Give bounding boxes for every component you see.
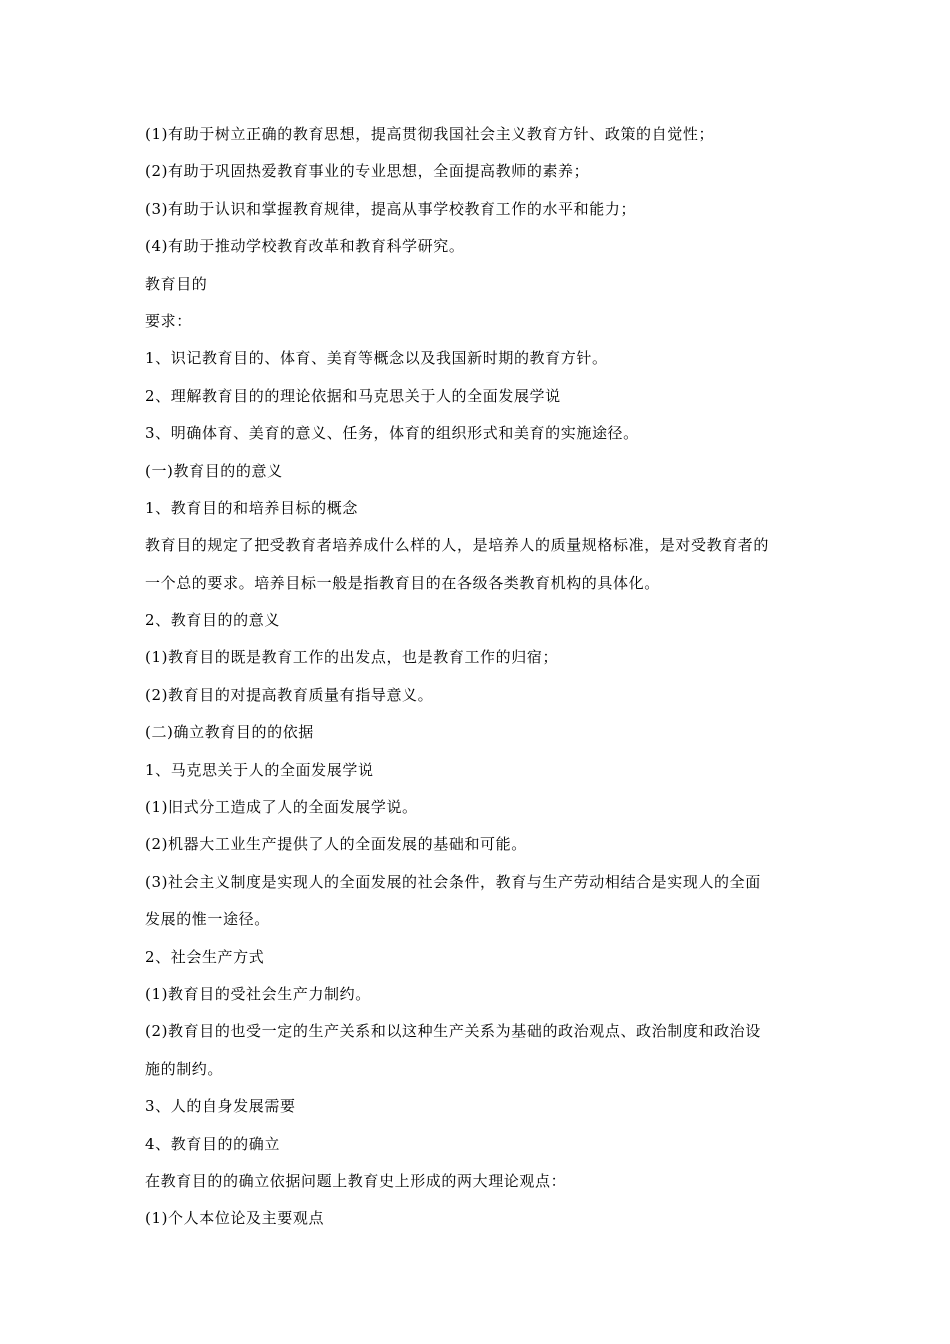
text-line: 要求：	[145, 311, 192, 330]
text-line: (1)个人本位论及主要观点	[145, 1209, 325, 1228]
document-body	[145, 116, 815, 1238]
text-line: 4、教育目的的确立	[145, 1134, 280, 1153]
text-line: (4)有助于推动学校教育改革和教育科学研究。	[145, 237, 465, 256]
text-line: 2、社会生产方式	[145, 947, 265, 966]
text-line: 1、识记教育目的、体育、美育等概念以及我国新时期的教育方针。	[145, 349, 608, 368]
text-line: (2)教育目的也受一定的生产关系和以这种生产关系为基础的政治观点、政治制度和政治设	[145, 1022, 761, 1041]
text-line: (1)教育目的既是教育工作的出发点，也是教育工作的归宿；	[145, 648, 559, 667]
text-line: (2)教育目的对提高教育质量有指导意义。	[145, 685, 434, 704]
text-line: (2)有助于巩固热爱教育事业的专业思想，全面提高教师的素养；	[145, 162, 590, 181]
text-line: 1、马克思关于人的全面发展学说	[145, 760, 374, 779]
text-line: (2)机器大工业生产提供了人的全面发展的基础和可能。	[145, 835, 527, 854]
text-line: (3)有助于认识和掌握教育规律，提高从事学校教育工作的水平和能力；	[145, 199, 637, 218]
subsection-heading: (二)确立教育目的的依据	[145, 723, 314, 742]
text-line: 3、人的自身发展需要	[145, 1097, 296, 1116]
text-line: 施的制约。	[145, 1059, 224, 1078]
text-line: 2、教育目的的意义	[145, 611, 280, 630]
subsection-heading: (一)教育目的的意义	[145, 461, 283, 480]
section-heading: 教育目的	[145, 274, 208, 293]
text-line: 一个总的要求。培养目标一般是指教育目的在各级各类教育机构的具体化。	[145, 573, 660, 592]
text-line: (1)有助于树立正确的教育思想，提高贯彻我国社会主义教育方针、政策的自觉性；	[145, 125, 715, 143]
text-line: (1)旧式分工造成了人的全面发展学说。	[145, 798, 418, 817]
text-line: 2、理解教育目的的理论依据和马克思关于人的全面发展学说	[145, 386, 561, 405]
text-line: (3)社会主义制度是实现人的全面发展的社会条件，教育与生产劳动相结合是实现人的全面	[145, 872, 761, 891]
text-line: 教育目的规定了把受教育者培养成什么样的人，是培养人的质量规格标准，是对受教育者的	[145, 536, 770, 555]
text-line: 1、教育目的和培养目标的概念	[145, 498, 358, 517]
text-line: 发展的惟一途径。	[145, 910, 270, 929]
text-line: 3、明确体育、美育的意义、任务，体育的组织形式和美育的实施途径。	[145, 424, 639, 443]
text-line: (1)教育目的受社会生产力制约。	[145, 984, 371, 1003]
text-line: 在教育目的的确立依据问题上教育史上形成的两大理论观点：	[145, 1171, 567, 1190]
